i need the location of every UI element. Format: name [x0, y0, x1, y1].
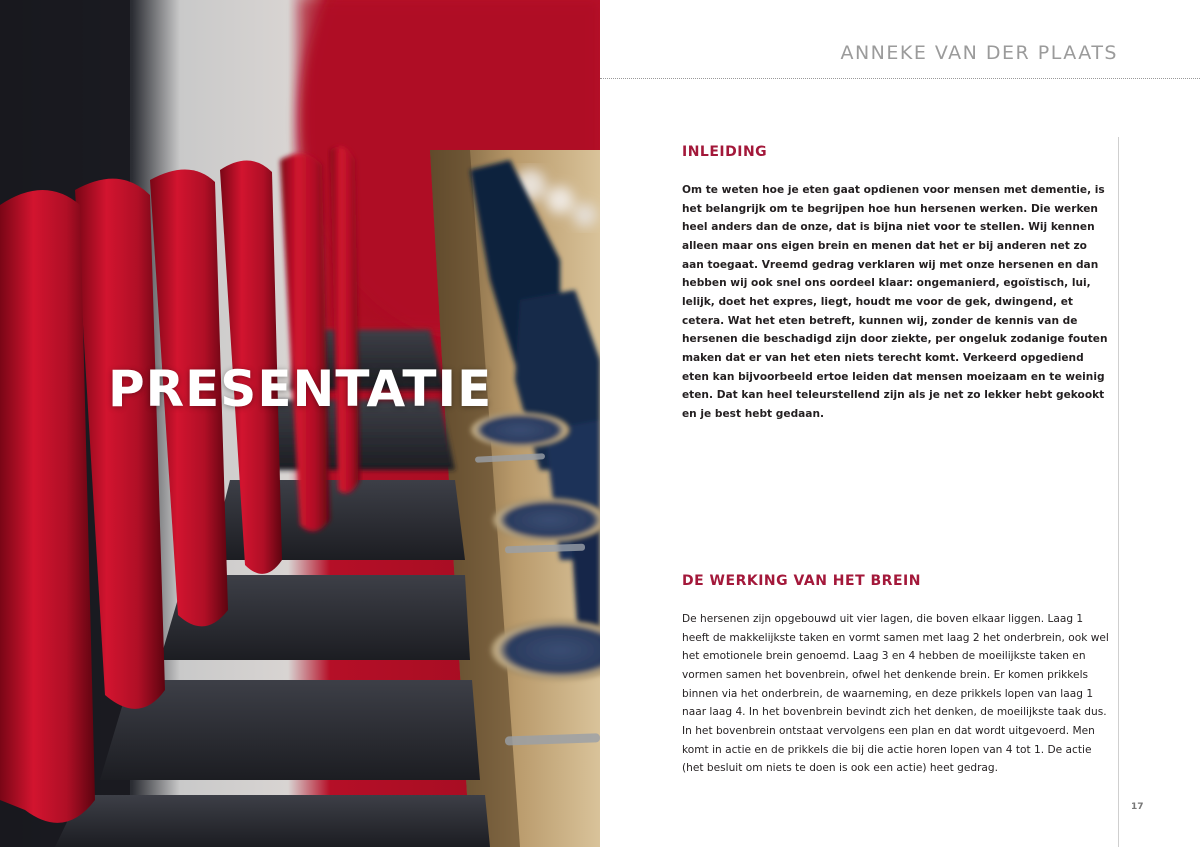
header-divider	[600, 78, 1200, 79]
column-divider	[1118, 137, 1119, 847]
section-body-werking-brein: De hersenen zijn opgebouwd uit vier lagen, die boven elkaar liggen. Laag 1 heeft de makkelijkste taken en vormt samen met laag 2 het onderbrein, ook wel het emotionele brein genoemd. Laag 3 en 4 hebben de moeilijkste taken en vormen samen het bovenbrein, ofwel het denkende brein. Er komen prikkels binnen via het onderbrein, de waarneming, en deze prikkels lopen van laag 1 naar laag 4. In het bovenbrein bevindt zich het denken, de moeilijkste taak dus. In het bovenbrein ontstaat vervolgens een plan en dat wordt uitgevoerd. Men komt in actie en de prikkels die bij die actie horen lopen van 4 tot 1. De actie (het besluit om niets te doen is ook een actie) heet gedrag.	[682, 613, 1109, 775]
page-number: 17	[1131, 802, 1144, 812]
section-heading-werking-brein: DE WERKING VAN HET BREIN	[682, 573, 921, 589]
section-body-inleiding: Om te weten hoe je eten gaat opdienen voor mensen met dementie, is het belangrijk om te begrijpen hoe hun hersenen werken. Die werken heel anders dan de onze, dat is bijna niet voor te stellen. Wij kennen alleen maar ons eigen brein en menen dat het er bij anderen net zo aan toegaat. Vreemd gedrag verklaren wij met onze hersenen en dan hebben wij ook snel ons oordeel klaar: ongemanierd, egoïstisch, lui, lelijk, doet het expres, liegt, houdt me voor de gek, dwingend, et cetera. Wat het eten betreft, kunnen wij, zonder de kennis van de hersenen die beschadigd zijn door ziekte, per ongeluk zodanige fouten maken dat er van het eten niets terecht komt. Verkeerd opgediend eten kan bijvoorbeeld ertoe leiden dat mensen moeizaam en te weinig eten. Dat kan heel teleurstellend zijn als je net zo lekker hebt gekookt en je best hebt gedaan.	[682, 184, 1108, 420]
running-header-author: ANNEKE VAN DER PLAATS	[840, 42, 1118, 64]
spread-title: PRESENTATIE	[108, 360, 493, 418]
section-heading-inleiding: INLEIDING	[682, 144, 768, 160]
text-page	[600, 0, 1200, 847]
